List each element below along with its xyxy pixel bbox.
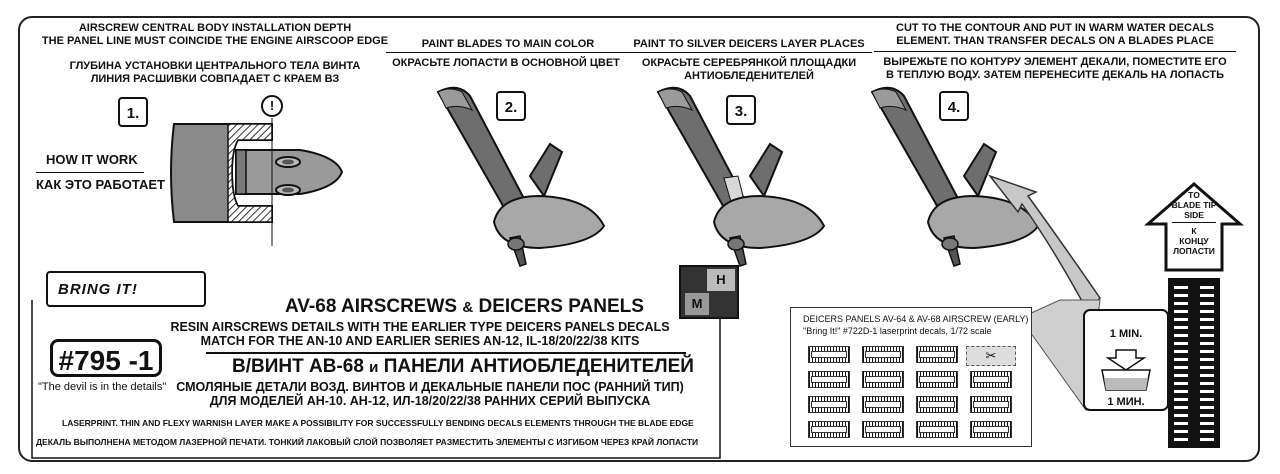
step2-caption-ru: ОКРАСЬТЕ ЛОПАСТИ В ОСНОВНОЙ ЦВЕТ <box>392 57 620 69</box>
propeller-step3-illustration <box>658 88 824 266</box>
direction-ru-line3: ЛОПАСТИ <box>1173 246 1215 256</box>
product-sub-en-line2: MATCH FOR THE AN-10 AND EARLIER SERIES AN-12, IL-18/20/22/38 KITS <box>200 334 640 348</box>
product-title-ru-part2: ПАНЕЛИ АНТИОБЛЕДЕНИТЕЛЕЙ <box>383 356 694 377</box>
propeller-step2-illustration <box>438 88 604 266</box>
step1-en-line1: AIRSCREW CENTRAL BODY INSTALLATION DEPTH <box>78 22 352 34</box>
step2-number: 2. <box>496 91 526 121</box>
decal-item[interactable] <box>808 396 850 413</box>
step4-ru-line1: ВЫРЕЖЬТЕ ПО КОНТУРУ ЭЛЕМЕНТ ДЕКАЛИ, ПОМЕСТИТЕ ЕГО <box>883 56 1227 68</box>
step3-ru-line1: ОКРАСЬТЕ СЕРЕБРЯНКОЙ ПЛОЩАДКИ <box>641 57 857 69</box>
direction-ru <box>1168 226 1220 256</box>
bring-it-logo-text: BRING IT! <box>58 281 138 298</box>
warning-icon: ! <box>269 98 275 113</box>
note-ru: ДЕКАЛЬ ВЫПОЛНЕНА МЕТОДОМ ЛАЗЕРНОЙ ПЕЧАТИ. ТОНКИЙ ЛАКОВЫЙ СЛОЙ ПОЗВОЛЯЕТ РАЗМЕСТИТЬ ЭЛЕМЕНТЫ С ИЗГИБОМ ЧЕРЕЗ КРАЙ ЛОПАСТИ <box>36 437 699 447</box>
product-title-en-part1: AV-68 AIRSCREWS <box>285 296 458 317</box>
product-title-divider <box>206 352 686 354</box>
product-sub-ru <box>170 380 690 408</box>
product-sub-ru-line1: СМОЛЯНЫЕ ДЕТАЛИ ВОЗД. ВИНТОВ И ДЕКАЛЬНЫЕ ПАНЕЛИ ПОС (РАННИЙ ТИП) <box>176 380 684 394</box>
product-title-en-part2: DEICERS PANELS <box>478 296 644 317</box>
step4-number: 4. <box>939 91 969 121</box>
decal-item[interactable] <box>862 396 904 413</box>
product-title-ru-and: и <box>369 359 379 376</box>
decal-item[interactable] <box>970 371 1012 388</box>
decal-item[interactable] <box>916 396 958 413</box>
kit-number: #795 -1 <box>50 339 162 377</box>
step2-caption-en: PAINT BLADES TO MAIN COLOR <box>421 38 595 50</box>
direction-en <box>1168 190 1220 220</box>
scissors-icon: ✂ <box>966 346 1016 366</box>
direction-en-line2: BLADE TIP <box>1171 200 1217 210</box>
decal-item[interactable] <box>862 421 904 438</box>
direction-en-line3: SIDE <box>1184 210 1204 220</box>
step1-number: 1. <box>118 97 148 127</box>
product-title-ru-part1: В/ВИНТ АВ-68 <box>232 356 364 377</box>
decal-item[interactable] <box>862 371 904 388</box>
decal-strip <box>1168 278 1220 448</box>
decal-sheet-title: DEICERS PANELS AV-64 & AV-68 AIRSCREW (EARLY) <box>803 314 1029 324</box>
water-bowl-illustration <box>1084 310 1168 410</box>
step4-en-line2: ELEMENT. THAN TRANSFER DECALS ON A BLADES PLACE <box>896 35 1214 47</box>
decal-item[interactable] <box>916 346 958 363</box>
product-title-en <box>285 296 644 318</box>
direction-ru-line1: К <box>1191 226 1197 236</box>
step1-ru-line2: ЛИНИЯ РАСШИВКИ СОВПАДАЕТ С КРАЕМ ВЗ <box>90 73 340 85</box>
how-it-work-label-ru: КАК ЭТО РАБОТАЕТ <box>36 177 165 192</box>
motto: "The devil is in the details" <box>38 381 167 393</box>
how-it-work-label: HOW IT WORK <box>46 152 138 167</box>
decal-item[interactable] <box>970 421 1012 438</box>
decal-item[interactable] <box>862 346 904 363</box>
decal-item[interactable] <box>970 396 1012 413</box>
step4-en-line1: CUT TO THE CONTOUR AND PUT IN WARM WATER DECALS <box>896 22 1214 34</box>
direction-en-line1: TO <box>1188 190 1200 200</box>
decal-item[interactable] <box>916 371 958 388</box>
mh-logo-m: M <box>685 293 709 315</box>
product-sub-en <box>160 320 680 348</box>
product-title-amp: & <box>462 299 474 316</box>
decal-item[interactable] <box>808 371 850 388</box>
decal-item[interactable] <box>916 421 958 438</box>
direction-divider <box>1172 222 1216 223</box>
decal-sheet-subtitle: "Bring It!" #722D-1 laserprint decals, 1/72 scale <box>803 326 992 336</box>
direction-ru-line2: КОНЦУ <box>1179 236 1209 246</box>
step3-number: 3. <box>726 95 756 125</box>
mh-logo-h: H <box>707 269 735 291</box>
step1-en-line2: THE PANEL LINE MUST COINCIDE THE ENGINE AIRSCOOP EDGE <box>41 35 389 47</box>
airscoop-section-illustration <box>171 96 342 246</box>
step4-ru-line2: В ТЕПЛУЮ ВОДУ. ЗАТЕМ ПЕРЕНЕСИТЕ ДЕКАЛЬ НА ЛОПАСТЬ <box>885 69 1224 81</box>
product-sub-ru-line2: ДЛЯ МОДЕЛЕЙ АН-10. АН-12, ИЛ-18/20/22/38 РАННИХ СЕРИЙ ВЫПУСКА <box>209 394 651 408</box>
bring-it-logo <box>46 271 206 307</box>
water-time-ru: 1 МИН. <box>1107 396 1145 408</box>
product-title-ru <box>232 356 694 378</box>
step3-caption-en: PAINT TO SILVER DEICERS LAYER PLACES <box>633 38 865 50</box>
step1-ru-line1: ГЛУБИНА УСТАНОВКИ ЦЕНТРАЛЬНОГО ТЕЛА ВИНТА <box>69 60 361 72</box>
product-sub-en-line1: RESIN AIRSCREWS DETAILS WITH THE EARLIER TYPE DEICERS PANELS DECALS <box>170 320 670 334</box>
decal-item[interactable] <box>808 421 850 438</box>
note-en: LASERPRINT. THIN AND FLEXY WARNISH LAYER MAKE A POSSIBILITY FOR SUCCESSFULLY BENDING DECALS ELEMENTS THROUGH THE BLADE EDGE <box>62 418 694 428</box>
water-time-en: 1 MIN. <box>1109 328 1143 340</box>
step3-ru-line2: АНТИОБЛЕДЕНИТЕЛЕЙ <box>684 70 814 82</box>
mh-logo <box>679 265 739 319</box>
decal-item[interactable] <box>808 346 850 363</box>
